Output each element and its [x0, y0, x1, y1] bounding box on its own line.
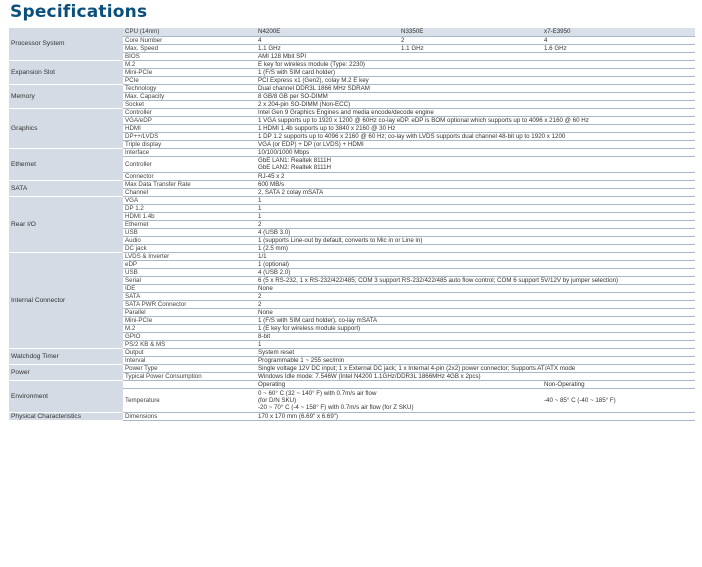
spec-value-line: Operating	[258, 380, 286, 388]
sku-header: N4200E	[256, 28, 399, 36]
spec-item-label: VGA	[123, 196, 256, 204]
spec-value: 2	[256, 292, 695, 300]
spec-item-label	[123, 380, 256, 388]
spec-value: 10/100/1000 Mbps	[256, 148, 695, 156]
spec-value: 1.1 GHz	[399, 44, 542, 52]
spec-value: 1 VGA supports up to 1920 x 1200 @ 60Hz co-lay eDP. eDP is BOM optional which supports up to 4096 x 2160 @ 60 Hz	[256, 116, 695, 124]
spec-row	[9, 196, 695, 204]
spec-value: 1 (supports Line-out by default, converts to Mic in or Line in)	[256, 236, 695, 244]
spec-item-label: Interface	[123, 148, 256, 156]
spec-value: 1	[256, 340, 695, 348]
category-label: Power	[9, 364, 123, 380]
spec-item-label: Core Number	[123, 36, 256, 44]
spec-item-label: IDE	[123, 284, 256, 292]
spec-item-label: LVDS & Inverter	[123, 252, 256, 260]
spec-item-label: SATA PWR Connector	[123, 300, 256, 308]
spec-value: 1	[256, 212, 695, 220]
spec-item-label: Interval	[123, 356, 256, 364]
spec-item-label: Triple display	[123, 140, 256, 148]
category-label: SATA	[9, 180, 123, 196]
spec-value: PCI Express x1 (Gen2), colay M.2 E key	[256, 76, 695, 84]
category-label: Processor System	[9, 28, 123, 60]
spec-row	[9, 412, 695, 420]
spec-row	[9, 380, 695, 388]
category-label: Ethernet	[9, 148, 123, 180]
spec-item-label: M.2	[123, 60, 256, 68]
spec-item-label: Technology	[123, 84, 256, 92]
spec-value: 2	[399, 36, 542, 44]
spec-item-label: GPIO	[123, 332, 256, 340]
spec-value-line: -20 ~ 70° C (-4 ~ 158° F) with 0.7m/s air flow (for Z SKU)	[258, 403, 414, 411]
spec-value: 1.1 GHz	[256, 44, 399, 52]
spec-row	[9, 84, 695, 92]
spec-item-label: Parallel	[123, 308, 256, 316]
spec-value: Windows Idle mode: 7.546W (Intel N4200 1.1GHz/DDR3L 1866MHz 4GB x 2pcs)	[256, 372, 695, 380]
spec-value: Dual channel DDR3L 1866 MHz SDRAM	[256, 84, 695, 92]
spec-value: 1/1	[256, 252, 695, 260]
spec-value: 1 (optional)	[256, 260, 695, 268]
category-label: Internal Connector	[9, 252, 123, 348]
spec-value: None	[256, 308, 695, 316]
spec-value	[256, 388, 542, 412]
spec-item-label: Temperature	[123, 388, 256, 412]
spec-value-line: GbE LAN2: Realtek 8111H	[258, 164, 332, 171]
sku-header: x7-E3950	[542, 28, 695, 36]
spec-value: System reset	[256, 348, 695, 356]
spec-item-label: USB	[123, 228, 256, 236]
spec-value-line: Non-Operating	[544, 380, 585, 388]
spec-row	[9, 28, 695, 36]
category-label: Physical Characteristics	[9, 412, 123, 420]
category-label: Graphics	[9, 108, 123, 148]
spec-table	[9, 28, 695, 421]
spec-value: 4	[256, 36, 399, 44]
spec-item-label: DP 1.2	[123, 204, 256, 212]
spec-item-label: Controller	[123, 108, 256, 116]
spec-value-line: -40 ~ 85° C (-40 ~ 185° F)	[544, 396, 616, 404]
spec-row	[9, 180, 695, 188]
spec-item-label: M.2	[123, 324, 256, 332]
spec-row	[9, 60, 695, 68]
spec-value: None	[256, 284, 695, 292]
spec-value: 1 HDMI 1.4b supports up to 3840 x 2160 @ 30 Hz	[256, 124, 695, 132]
category-label: Watchdog Timer	[9, 348, 123, 364]
spec-item-label: BIOS	[123, 52, 256, 60]
spec-value: 2 x 204-pin SO-DIMM (Non-ECC)	[256, 100, 695, 108]
spec-value: 1.6 GHz	[542, 44, 695, 52]
spec-row	[9, 348, 695, 356]
spec-row	[9, 108, 695, 116]
spec-value: 1	[256, 196, 695, 204]
spec-row	[9, 364, 695, 372]
category-label: Environment	[9, 380, 123, 412]
spec-value: 2, SATA 2 colay mSATA	[256, 188, 695, 196]
spec-value: 1 (F/S with SIM card holder)	[256, 68, 695, 76]
spec-item-label: Connector	[123, 172, 256, 180]
spec-value: AMI 128 Mbit SPI	[256, 52, 695, 60]
spec-item-label: USB	[123, 268, 256, 276]
spec-value: 1 (E key for wireless module support)	[256, 324, 695, 332]
spec-item-label: HDMI 1.4b	[123, 212, 256, 220]
spec-item-label: Audio	[123, 236, 256, 244]
spec-value-line: (for D/N SKU)	[258, 396, 297, 404]
spec-value: RJ-45 x 2	[256, 172, 695, 180]
category-label: Memory	[9, 84, 123, 108]
sku-header: N3350E	[399, 28, 542, 36]
spec-item-label: Power Type	[123, 364, 256, 372]
spec-item-label: Typical Power Consumption	[123, 372, 256, 380]
spec-item-label: DP++/LVDS	[123, 132, 256, 140]
spec-item-label: PCIe	[123, 76, 256, 84]
spec-item-label: Socket	[123, 100, 256, 108]
spec-item-label: Mini-PCIe	[123, 316, 256, 324]
spec-value: 1 (F/S with SIM card holder), co-lay mSATA	[256, 316, 695, 324]
spec-item-label: eDP	[123, 260, 256, 268]
category-label: Expansion Slot	[9, 60, 123, 84]
spec-value: 8-bit	[256, 332, 695, 340]
spec-row	[9, 252, 695, 260]
spec-value: 600 MB/s	[256, 180, 695, 188]
spec-value: Single voltage 12V DC input; 1 x External DC jack; 1 x Internal 4-pin (2x2) power connector; Supports AT/ATX mode	[256, 364, 695, 372]
spec-value: 170 x 170 mm (6.69" x 6.69")	[256, 412, 695, 420]
spec-item-label: PS/2 KB & MS	[123, 340, 256, 348]
page-title: Specifications	[10, 2, 148, 22]
spec-item-label: Max. Capacity	[123, 92, 256, 100]
spec-item-label: Mini-PCIe	[123, 68, 256, 76]
spec-item-label: HDMI	[123, 124, 256, 132]
spec-item-label: SATA	[123, 292, 256, 300]
column-header-label: CPU (14nm)	[123, 28, 256, 36]
spec-item-label: Max. Speed	[123, 44, 256, 52]
spec-value: 2	[256, 300, 695, 308]
spec-value	[256, 380, 542, 388]
spec-item-label: Serial	[123, 276, 256, 284]
spec-value: 8 GB/8 GB per SO-DIMM	[256, 92, 695, 100]
spec-item-label: Output	[123, 348, 256, 356]
spec-value: 1	[256, 204, 695, 212]
spec-value: E key for wireless module (Type: 2230)	[256, 60, 695, 68]
spec-item-label: Max Data Transfer Rate	[123, 180, 256, 188]
spec-value: 4 (USB 2.0)	[256, 268, 695, 276]
spec-value	[256, 156, 695, 172]
spec-item-label: VGA/eDP	[123, 116, 256, 124]
spec-value: 1 (2.5 mm)	[256, 244, 695, 252]
spec-value: 1 DP 1.2 supports up to 4096 x 2160 @ 60 Hz; co-lay with LVDS supports dual channel 48-bit up to 1920 x 1200	[256, 132, 695, 140]
spec-value: Programmable 1 ~ 255 sec/min	[256, 356, 695, 364]
spec-item-label: Controller	[123, 156, 256, 172]
spec-value	[542, 380, 695, 388]
spec-value: 4	[542, 36, 695, 44]
spec-value: VGA (or EDP) + DP (or LVDS) + HDMI	[256, 140, 695, 148]
spec-item-label: Ethernet	[123, 220, 256, 228]
spec-item-label: Dimensions	[123, 412, 256, 420]
spec-item-label: Channel	[123, 188, 256, 196]
spec-value: 2	[256, 220, 695, 228]
spec-value: Intel Gen 9 Graphics Engines and media encode/decode engine	[256, 108, 695, 116]
spec-value: 4 (USB 3.0)	[256, 228, 695, 236]
spec-value: 6 (5 x RS-232, 1 x RS-232/422/485; COM 3 support RS-232/422/485 auto flow control; COM 6 support 5V/12V by jumper selection)	[256, 276, 695, 284]
spec-item-label: DC jack	[123, 244, 256, 252]
spec-value-line: 0 ~ 60° C (32 ~ 140° F) with 0.7m/s air flow	[258, 389, 377, 397]
spec-row	[9, 148, 695, 156]
spec-value-line: GbE LAN1: Realtek 8111H	[258, 157, 332, 164]
category-label: Rear I/O	[9, 196, 123, 252]
spec-value	[542, 388, 695, 412]
